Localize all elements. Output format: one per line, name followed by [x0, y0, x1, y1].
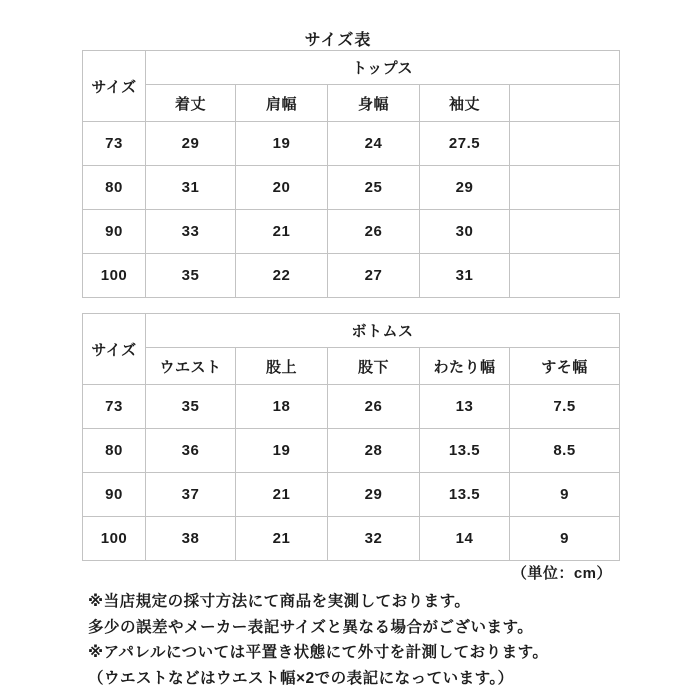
- value-cell: 29: [420, 166, 510, 210]
- bottoms-group-header: ボトムス: [146, 314, 620, 348]
- tops-row-90: [83, 210, 620, 254]
- tops-size-header: サイズ: [83, 51, 146, 122]
- value-cell: 36: [146, 429, 236, 473]
- bottoms-size-header: サイズ: [83, 314, 146, 385]
- note-line: 多少の誤差やメーカー表記サイズと異なる場合がございます。: [88, 618, 534, 636]
- value-cell: 33: [146, 210, 236, 254]
- value-cell: 29: [328, 473, 420, 517]
- bottoms-column-header: わたり幅: [420, 348, 510, 385]
- bottoms-row-73: [83, 385, 620, 429]
- tops-column-header: 身幅: [328, 85, 420, 122]
- value-cell: 21: [236, 473, 328, 517]
- measurement-notes: [88, 589, 548, 691]
- value-cell: 38: [146, 517, 236, 561]
- value-cell: 9: [510, 517, 620, 561]
- value-cell: 27: [328, 254, 420, 298]
- value-cell: 26: [328, 210, 420, 254]
- size-cell: 80: [83, 429, 146, 473]
- value-cell: 28: [328, 429, 420, 473]
- size-cell: 73: [83, 385, 146, 429]
- value-cell: 7.5: [510, 385, 620, 429]
- tops-row-80: [83, 166, 620, 210]
- value-cell: 32: [328, 517, 420, 561]
- bottoms-column-header: 股下: [328, 348, 420, 385]
- note-line: （ウエストなどはウエスト幅×2での表記になっています。）: [88, 669, 514, 687]
- note-line: ※当店規定の採寸方法にて商品を実測しております。: [88, 593, 471, 610]
- value-cell: 30: [420, 210, 510, 254]
- value-cell: 31: [146, 166, 236, 210]
- bottoms-column-header: すそ幅: [510, 348, 620, 385]
- value-cell: 20: [236, 166, 328, 210]
- value-cell: 9: [510, 473, 620, 517]
- value-cell: 13.5: [420, 473, 510, 517]
- tops-column-header-empty: [510, 85, 620, 122]
- size-cell: 90: [83, 210, 146, 254]
- tops-column-header: 袖丈: [420, 85, 510, 122]
- tops-column-header: 着丈: [146, 85, 236, 122]
- value-cell: 24: [328, 122, 420, 166]
- bottoms-row-100: [83, 517, 620, 561]
- value-cell: 26: [328, 385, 420, 429]
- value-cell: 21: [236, 210, 328, 254]
- tops-group-header: トップス: [146, 51, 620, 85]
- tops-size-table: [82, 50, 620, 298]
- bottoms-size-table: [82, 313, 620, 561]
- value-cell: 25: [328, 166, 420, 210]
- tops-column-header: 肩幅: [236, 85, 328, 122]
- value-cell-empty: [510, 166, 620, 210]
- value-cell: 19: [236, 122, 328, 166]
- value-cell: 27.5: [420, 122, 510, 166]
- value-cell: 14: [420, 517, 510, 561]
- value-cell: 29: [146, 122, 236, 166]
- bottoms-row-80: [83, 429, 620, 473]
- value-cell: 22: [236, 254, 328, 298]
- unit-label: （単位：cm）: [511, 565, 612, 582]
- tops-row-73: [83, 122, 620, 166]
- size-cell: 100: [83, 254, 146, 298]
- value-cell: 8.5: [510, 429, 620, 473]
- size-cell: 73: [83, 122, 146, 166]
- value-cell: 31: [420, 254, 510, 298]
- value-cell: 13: [420, 385, 510, 429]
- value-cell-empty: [510, 210, 620, 254]
- bottoms-column-header: 股上: [236, 348, 328, 385]
- bottoms-row-90: [83, 473, 620, 517]
- bottoms-column-header: ウエスト: [146, 348, 236, 385]
- value-cell: 19: [236, 429, 328, 473]
- size-cell: 80: [83, 166, 146, 210]
- tops-row-100: [83, 254, 620, 298]
- page-title: サイズ表: [304, 32, 372, 49]
- size-cell: 90: [83, 473, 146, 517]
- value-cell: 37: [146, 473, 236, 517]
- value-cell: 21: [236, 517, 328, 561]
- size-cell: 100: [83, 517, 146, 561]
- value-cell: 35: [146, 254, 236, 298]
- value-cell: 35: [146, 385, 236, 429]
- value-cell-empty: [510, 254, 620, 298]
- note-line: ※アパレルについては平置き状態にて外寸を計測しております。: [88, 644, 549, 661]
- value-cell-empty: [510, 122, 620, 166]
- value-cell: 18: [236, 385, 328, 429]
- value-cell: 13.5: [420, 429, 510, 473]
